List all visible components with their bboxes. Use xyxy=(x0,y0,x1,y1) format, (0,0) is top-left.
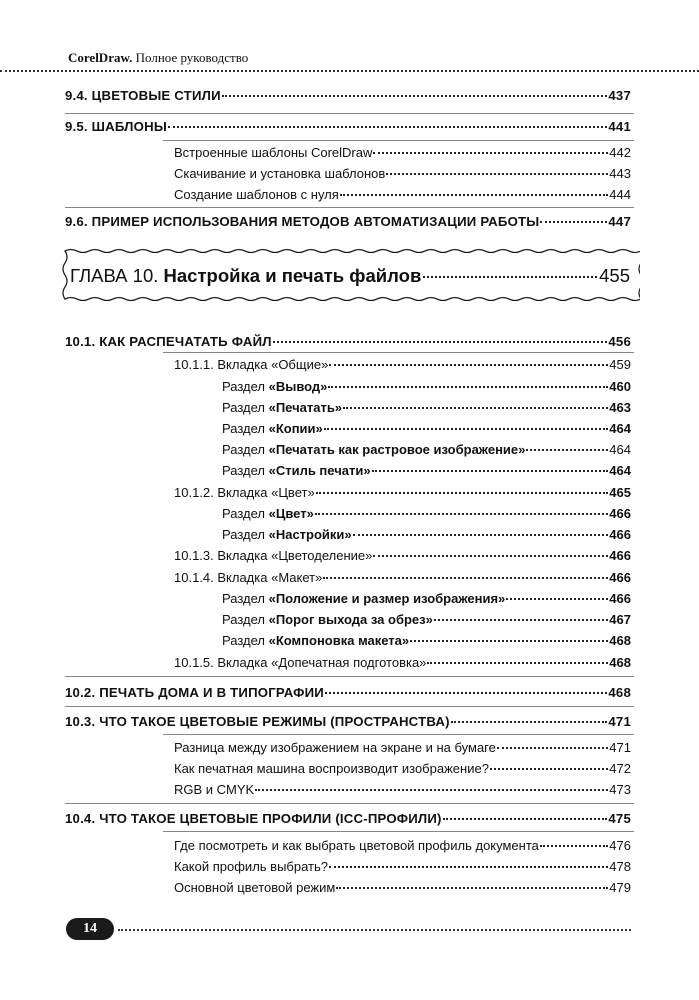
toc-entry[interactable]: RGB и CMYK 473 xyxy=(174,782,631,797)
separator xyxy=(65,706,634,707)
toc-entry[interactable]: Создание шаблонов с нуля 444 xyxy=(174,187,631,202)
toc-entry[interactable]: Раздел «Компоновка макета» 468 xyxy=(222,633,631,648)
separator xyxy=(65,113,634,114)
running-header xyxy=(68,50,248,66)
toc-entry[interactable]: 10.1.2. Вкладка «Цвет» 465 xyxy=(174,485,631,500)
chapter-heading[interactable] xyxy=(70,265,630,287)
toc-entry[interactable]: Какой профиль выбрать? 478 xyxy=(174,859,631,874)
toc-entry[interactable]: Где посмотреть и как выбрать цветовой профиль документа 476 xyxy=(174,838,631,853)
toc-section-9-6[interactable]: 9.6. ПРИМЕР ИСПОЛЬЗОВАНИЯ МЕТОДОВ АВТОМАТИЗАЦИИ РАБОТЫ 447 xyxy=(65,214,631,229)
toc-entry[interactable]: Раздел «Порог выхода за обрез» 467 xyxy=(222,612,631,627)
toc-entry[interactable]: Скачивание и установка шаблонов 443 xyxy=(174,166,631,181)
toc-entry[interactable]: Раздел «Цвет» 466 xyxy=(222,506,631,521)
book-title: CorelDraw. xyxy=(68,50,133,65)
separator xyxy=(163,734,634,735)
toc-entry[interactable]: Раздел «Вывод» 460 xyxy=(222,379,631,394)
toc-entry[interactable]: Раздел «Печатать» 463 xyxy=(222,400,631,415)
toc-section-9-4[interactable]: 9.4. ЦВЕТОВЫЕ СТИЛИ 437 xyxy=(65,88,631,103)
header-divider xyxy=(0,70,699,72)
toc-section-10-4[interactable]: 10.4. ЧТО ТАКОЕ ЦВЕТОВЫЕ ПРОФИЛИ (ICC-ПРОФИЛИ) 475 xyxy=(65,811,631,826)
toc-section-10-2[interactable]: 10.2. ПЕЧАТЬ ДОМА И В ТИПОГРАФИИ 468 xyxy=(65,685,631,700)
toc-entry[interactable]: 10.1.1. Вкладка «Общие» 459 xyxy=(174,357,631,372)
toc-entry[interactable]: Раздел «Настройки» 466 xyxy=(222,527,631,542)
footer-divider xyxy=(118,929,631,931)
toc-section-10-3[interactable]: 10.3. ЧТО ТАКОЕ ЦВЕТОВЫЕ РЕЖИМЫ (ПРОСТРАНСТВА) 471 xyxy=(65,714,631,729)
toc-entry[interactable]: 10.1.5. Вкладка «Допечатная подготовка» 468 xyxy=(174,655,631,670)
toc-entry[interactable]: Раздел «Положение и размер изображения» 466 xyxy=(222,591,631,606)
toc-entry[interactable]: Раздел «Стиль печати» 464 xyxy=(222,463,631,478)
separator xyxy=(65,803,634,804)
separator xyxy=(65,207,634,208)
toc-entry[interactable]: 10.1.3. Вкладка «Цветоделение» 466 xyxy=(174,548,631,563)
chapter-title: Настройка и печать файлов xyxy=(163,265,422,286)
toc-entry[interactable]: Разница между изображением на экране и на бумаге 471 xyxy=(174,740,631,755)
page-number: 14 xyxy=(66,918,114,940)
toc-entry[interactable]: Раздел «Печатать как растровое изображение» 464 xyxy=(222,442,631,457)
toc-entry[interactable]: Раздел «Копии» 464 xyxy=(222,421,631,436)
chapter-prefix: ГЛАВА 10. xyxy=(70,265,159,286)
toc-entry[interactable]: Встроенные шаблоны CorelDraw 442 xyxy=(174,145,631,160)
chapter-page: 455 xyxy=(599,265,630,286)
toc-entry[interactable]: 10.1.4. Вкладка «Макет» 466 xyxy=(174,570,631,585)
book-subtitle: Полное руководство xyxy=(135,50,249,65)
toc-entry[interactable]: Как печатная машина воспроизводит изображение? 472 xyxy=(174,761,631,776)
separator xyxy=(65,676,634,677)
toc-section-10-1[interactable]: 10.1. КАК РАСПЕЧАТАТЬ ФАЙЛ 456 xyxy=(65,334,631,349)
toc-section-9-5[interactable]: 9.5. ШАБЛОНЫ 441 xyxy=(65,119,631,134)
toc-entry[interactable]: Основной цветовой режим 479 xyxy=(174,880,631,895)
separator xyxy=(163,831,634,832)
separator xyxy=(163,352,634,353)
separator xyxy=(163,140,634,141)
